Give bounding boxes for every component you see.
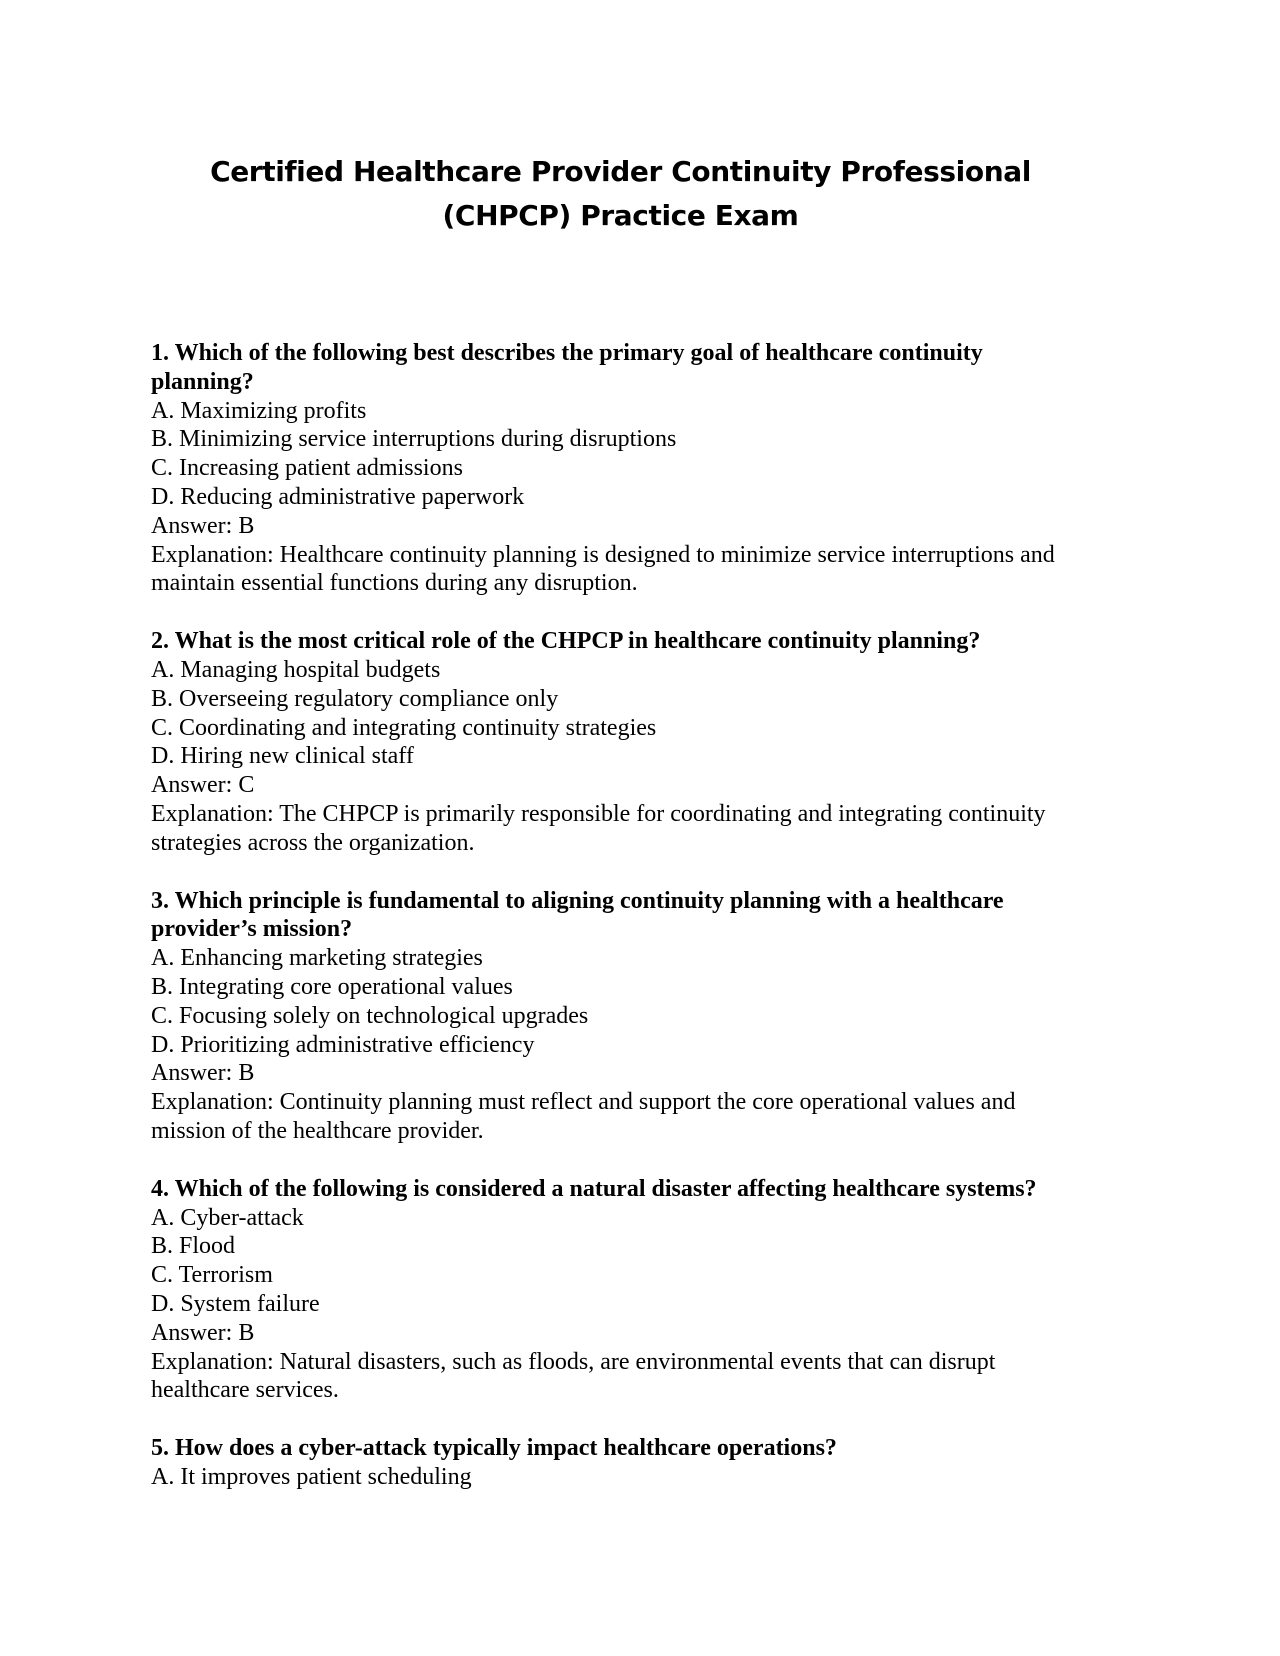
- option-a: A. It improves patient scheduling: [151, 1463, 472, 1490]
- question-5: [151, 1434, 1090, 1492]
- option-d: D. Prioritizing administrative efficiency: [151, 1031, 535, 1058]
- option-d: D. Reducing administrative paperwork: [151, 483, 525, 510]
- option-a: A. Cyber-attack: [151, 1204, 304, 1231]
- answer: Answer: B: [151, 1319, 255, 1346]
- option-c: C. Coordinating and integrating continuity strategies: [151, 714, 657, 741]
- question-3: [151, 887, 1090, 1146]
- explanation: Explanation: Natural disasters, such as floods, are environmental events that can disrupt healthcare services.: [151, 1348, 996, 1404]
- question-1: [151, 339, 1090, 598]
- answer: Answer: B: [151, 512, 255, 539]
- option-c: C. Terrorism: [151, 1262, 273, 1289]
- question-text: 2. What is the most critical role of the CHPCP in healthcare continuity planning?: [151, 628, 981, 655]
- option-b: B. Flood: [151, 1233, 236, 1260]
- question-text: 3. Which principle is fundamental to aligning continuity planning with a healthcare provider’s mission?: [151, 887, 1004, 943]
- question-2: [151, 627, 1090, 857]
- document-title: Certified Healthcare Provider Continuity Professional (CHPCP) Practice Exam: [210, 155, 1031, 232]
- option-d: D. Hiring new clinical staff: [151, 743, 414, 770]
- explanation: Explanation: Healthcare continuity planning is designed to minimize service interruptions and maintain essential functions during any disruption.: [151, 541, 1055, 597]
- question-list: [151, 339, 1090, 1492]
- explanation: Explanation: Continuity planning must reflect and support the core operational values and mission of the healthcare provider.: [151, 1089, 1016, 1144]
- option-c: C. Focusing solely on technological upgrades: [151, 1002, 589, 1029]
- question-text: 4. Which of the following is considered a natural disaster affecting healthcare systems?: [151, 1175, 1037, 1202]
- option-d: D. System failure: [151, 1290, 320, 1317]
- option-a: A. Managing hospital budgets: [151, 656, 441, 683]
- answer: Answer: C: [151, 772, 255, 799]
- option-b: B. Overseeing regulatory compliance only: [151, 685, 559, 712]
- question-4: [151, 1175, 1090, 1405]
- option-b: B. Integrating core operational values: [151, 973, 513, 1000]
- explanation: Explanation: The CHPCP is primarily responsible for coordinating and integrating continuity strategies across the organization.: [151, 800, 1046, 856]
- question-text: 5. How does a cyber-attack typically impact healthcare operations?: [151, 1435, 837, 1462]
- question-text: 1. Which of the following best describes the primary goal of healthcare continuity planning?: [151, 340, 983, 395]
- option-a: A. Enhancing marketing strategies: [151, 945, 483, 972]
- answer: Answer: B: [151, 1060, 255, 1087]
- option-a: A. Maximizing profits: [151, 397, 367, 424]
- option-c: C. Increasing patient admissions: [151, 455, 463, 482]
- option-b: B. Minimizing service interruptions during disruptions: [151, 426, 677, 453]
